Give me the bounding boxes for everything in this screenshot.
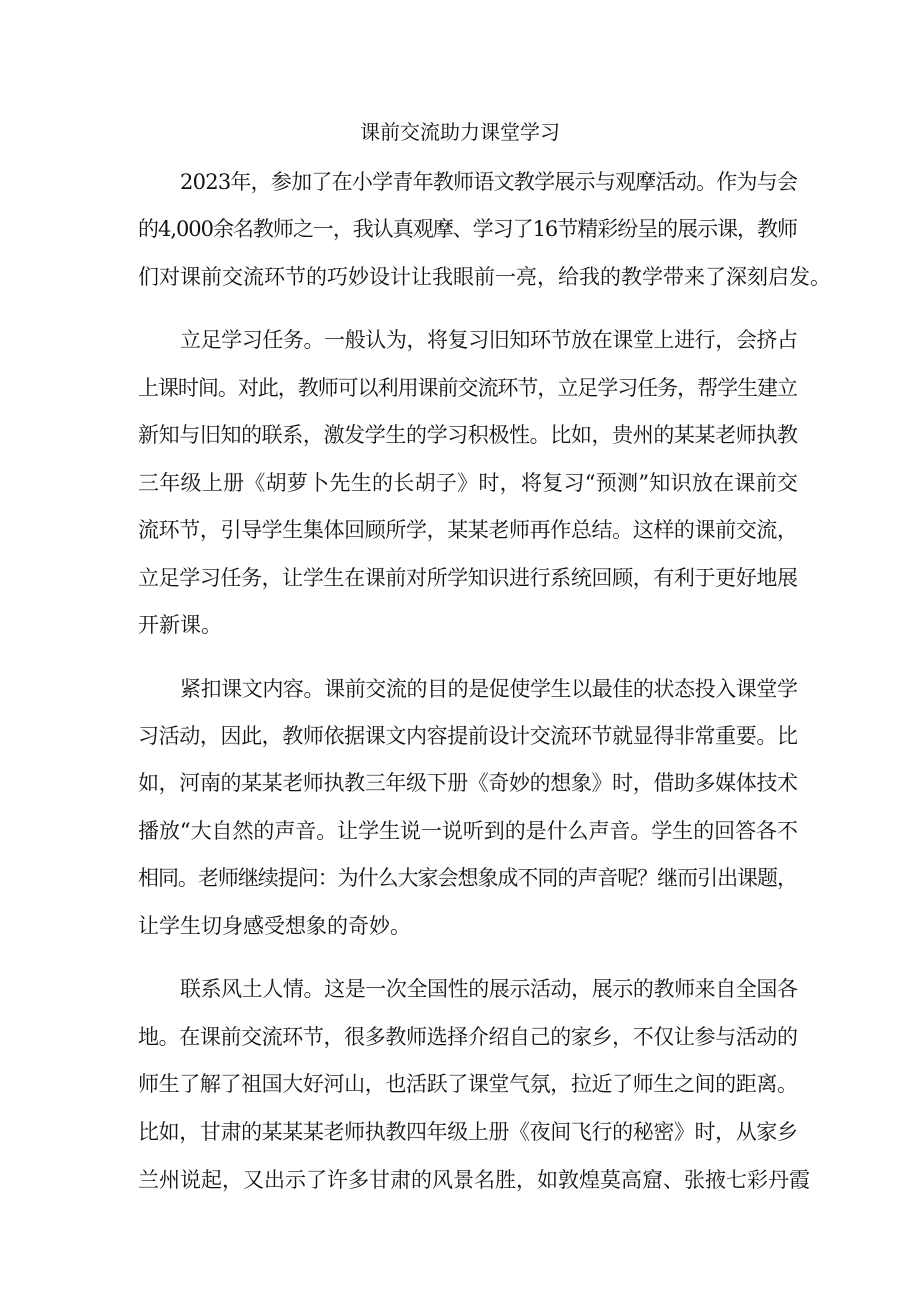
paragraph-line: 紧扣课文内容。课前交流的目的是促使学生以最佳的状态投入课堂学	[180, 677, 798, 701]
paragraph-line: 流环节，引导学生集体回顾所学，某某老师再作总结。这样的课前交流，	[138, 518, 798, 542]
paragraph-line: 让学生切身感受想象的奇妙。	[138, 914, 411, 938]
paragraph-line: 上课时间。对此，教师可以利用课前交流环节，立足学习任务，帮学生建立	[138, 376, 797, 400]
document-title: 课前交流助力课堂学习	[360, 120, 560, 144]
paragraph-line: 开新课。	[138, 613, 222, 637]
paragraph-line: 如，河南的某某老师执教三年级下册《奇妙的想象》时，借助多媒体技术	[138, 771, 798, 795]
paragraph-line: 立足学习任务。一般认为，将复习旧知环节放在课堂上进行，会挤占	[180, 328, 798, 352]
paragraph-line: 地。在课前交流环节，很多教师选择介绍自己的家乡，不仅让参与活动的	[138, 1025, 798, 1049]
paragraph-line: 兰州说起，又出示了许多甘肃的风景名胜，如敦煌莫高窟、张掖七彩丹霞	[138, 1168, 810, 1192]
paragraph-line: 2023年，参加了在小学青年教师语文教学展示与观摩活动。作为与会	[180, 170, 798, 194]
paragraph-line: 联系风土人情。这是一次全国性的展示活动，展示的教师来自全国各	[180, 977, 798, 1001]
paragraph-line: 立足学习任务，让学生在课前对所学知识进行系统回顾，有利于更好地展	[138, 566, 798, 590]
paragraph-line: 播放“大自然的声音。让学生说一说听到的是什么声音。学生的回答各不	[138, 819, 798, 843]
paragraph-line: 比如，甘肃的某某某老师执教四年级上册《夜间飞行的秘密》时，从家乡	[138, 1120, 798, 1144]
paragraph-line: 三年级上册《胡萝卜先生的长胡子》时，将复习“预测”知识放在课前交	[138, 471, 799, 495]
paragraph-line: 们对课前交流环节的巧妙设计让我眼前一亮，给我的教学带来了深刻启发。	[138, 265, 831, 289]
paragraph-line: 师生了解了祖国大好河山，也活跃了课堂气氛，拉近了师生之间的距离。	[138, 1072, 798, 1096]
paragraph-line: 习活动，因此，教师依据课文内容提前设计交流环节就显得非常重要。比	[138, 724, 798, 748]
paragraph-line: 的4,000余名教师之一，我认真观摩、学习了16节精彩纷呈的展示课，教师	[138, 217, 797, 241]
paragraph-line: 相同。老师继续提问：为什么大家会想象成不同的声音呢？继而引出课题，	[138, 866, 797, 890]
paragraph-line: 新知与旧知的联系，激发学生的学习积极性。比如，贵州的某某老师执教	[138, 423, 798, 447]
